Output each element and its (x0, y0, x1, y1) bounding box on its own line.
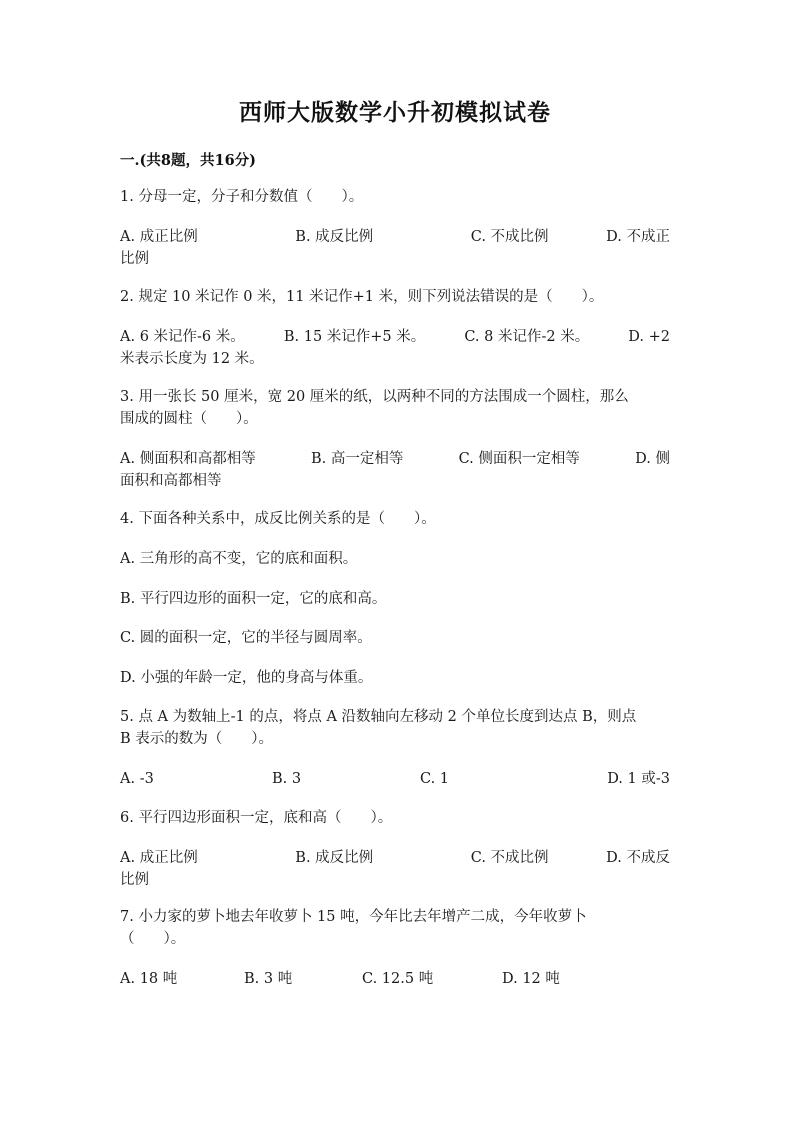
question-2-options (120, 326, 670, 370)
option-b: B. 3 吨 (244, 971, 293, 987)
option-d: D. +2 (628, 329, 670, 345)
option-d: D. 不成反 (606, 850, 670, 866)
option-b: B. 成反比例 (295, 229, 374, 245)
question-4-option-c (120, 627, 670, 649)
options-row (120, 226, 670, 248)
options-row (120, 326, 670, 348)
question-text: 6. 平行四边形面积一定，底和高（ ）。 (120, 810, 393, 826)
option-c: C. 不成比例 (470, 229, 549, 245)
question-text: 7. 小力家的萝卜地去年收萝卜 15 吨，今年比去年增产二成，今年收萝卜 (120, 909, 587, 925)
option-a: A. 三角形的高不变，它的底和面积。 (120, 551, 358, 567)
question-7-stem (120, 906, 670, 950)
question-7-options (120, 968, 670, 990)
option-c: C. 侧面积一定相等 (458, 451, 580, 467)
option-b: B. 3 (272, 771, 302, 787)
option-c: C. 8 米记作-2 米。 (464, 329, 590, 345)
option-a: A. 6 米记作-6 米。 (120, 329, 245, 345)
option-a: A. 侧面积和高都相等 (120, 451, 256, 467)
options-row (120, 847, 670, 869)
question-3-stem (120, 386, 670, 430)
question-1-stem (120, 186, 670, 208)
option-d: D. 侧 (635, 451, 670, 467)
option-a: A. 成正比例 (120, 229, 198, 245)
options-row (120, 968, 670, 990)
question-3-options (120, 448, 670, 492)
option-d: D. 12 吨 (502, 971, 560, 987)
option-b: B. 成反比例 (295, 850, 374, 866)
question-4-option-b (120, 588, 670, 610)
options-row (120, 448, 670, 470)
option-d: D. 小强的年龄一定，他的身高与体重。 (120, 670, 373, 686)
question-4-stem (120, 508, 670, 530)
question-text-continued: 围成的圆柱（ ）。 (120, 411, 258, 427)
option-d: D. 1 或-3 (607, 771, 670, 787)
question-text: 3. 用一张长 50 厘米，宽 20 厘米的纸，以两种不同的方法围成一个圆柱，那么 (120, 389, 629, 405)
question-text-continued: （ ）。 (120, 931, 186, 947)
section-header: 一.(共8题，共16分) (120, 152, 257, 169)
option-continuation: 比例 (120, 872, 149, 888)
question-1-options (120, 226, 670, 270)
question-6-options (120, 847, 670, 891)
question-5-stem (120, 706, 670, 750)
question-text: 4. 下面各种关系中，成反比例关系的是（ ）。 (120, 511, 436, 527)
option-continuation: 米表示长度为 12 米。 (120, 351, 264, 367)
question-text: 2. 规定 10 米记作 0 米，11 米记作+1 米，则下列说法错误的是（ ）。 (120, 289, 604, 305)
option-continuation: 比例 (120, 251, 149, 267)
option-b: B. 15 米记作+5 米。 (283, 329, 426, 345)
page-title: 西师大版数学小升初模拟试卷 (239, 99, 551, 126)
question-6-stem (120, 807, 670, 829)
question-4-option-d (120, 667, 670, 689)
question-text-continued: B 表示的数为（ ）。 (120, 731, 274, 747)
option-c: C. 圆的面积一定，它的半径与圆周率。 (120, 630, 372, 646)
option-a: A. 成正比例 (120, 850, 198, 866)
question-text: 5. 点 A 为数轴上-1 的点，将点 A 沿数轴向左移动 2 个单位长度到达点 B，则点 (120, 709, 637, 725)
option-d: D. 不成正 (606, 229, 670, 245)
option-a: A. -3 (120, 771, 154, 787)
question-5-options (120, 768, 670, 790)
option-b: B. 平行四边形的面积一定，它的底和高。 (120, 591, 387, 607)
option-b: B. 高一定相等 (310, 451, 404, 467)
option-c: C. 1 (420, 771, 450, 787)
question-text: 1. 分母一定，分子和分数值（ ）。 (120, 189, 364, 205)
option-continuation: 面积和高都相等 (120, 473, 222, 489)
options-row (120, 768, 670, 790)
option-c: C. 不成比例 (470, 850, 549, 866)
question-4-option-a (120, 548, 670, 570)
option-a: A. 18 吨 (120, 971, 178, 987)
question-2-stem (120, 286, 670, 308)
option-c: C. 12.5 吨 (362, 971, 434, 987)
